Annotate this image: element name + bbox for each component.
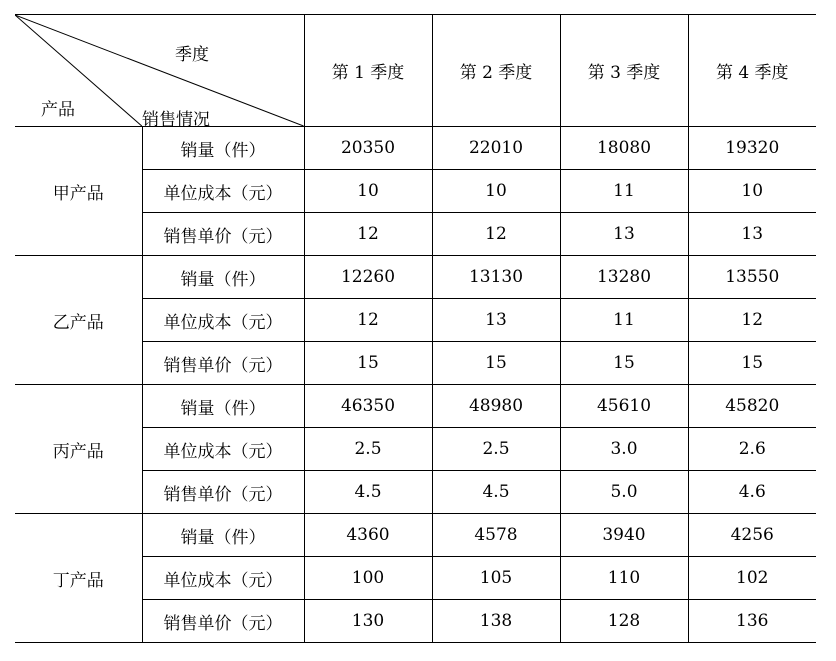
value-cell: 11 xyxy=(560,170,688,213)
metric-label: 单位成本（元） xyxy=(142,428,304,471)
metric-label: 销量（件） xyxy=(142,256,304,299)
metric-label: 单位成本（元） xyxy=(142,170,304,213)
value-cell: 20350 xyxy=(304,127,432,170)
metric-label: 销售单价（元） xyxy=(142,213,304,256)
value-cell: 15 xyxy=(432,342,560,385)
header-row xyxy=(15,15,816,127)
product-cell: 丁产品 xyxy=(15,514,142,643)
value-cell: 3.0 xyxy=(560,428,688,471)
product-cell: 甲产品 xyxy=(15,127,142,256)
value-cell: 5.0 xyxy=(560,471,688,514)
value-cell: 48980 xyxy=(432,385,560,428)
value-cell: 10 xyxy=(304,170,432,213)
quarter-header: 第 2 季度 xyxy=(432,15,560,127)
value-cell: 10 xyxy=(688,170,816,213)
value-cell: 13130 xyxy=(432,256,560,299)
value-cell: 13 xyxy=(560,213,688,256)
value-cell: 15 xyxy=(688,342,816,385)
value-cell: 138 xyxy=(432,600,560,643)
value-cell: 12 xyxy=(304,299,432,342)
value-cell: 15 xyxy=(304,342,432,385)
table-row xyxy=(15,256,816,299)
diag-label-season: 季度 xyxy=(175,45,209,65)
value-cell: 4.5 xyxy=(432,471,560,514)
value-cell: 2.5 xyxy=(432,428,560,471)
value-cell: 13 xyxy=(432,299,560,342)
sales-table-container xyxy=(15,14,816,644)
value-cell: 4360 xyxy=(304,514,432,557)
table-row xyxy=(15,514,816,557)
value-cell: 18080 xyxy=(560,127,688,170)
value-cell: 45610 xyxy=(560,385,688,428)
diag-label-product: 产品 xyxy=(41,100,75,120)
value-cell: 11 xyxy=(560,299,688,342)
value-cell: 12 xyxy=(432,213,560,256)
value-cell: 2.5 xyxy=(304,428,432,471)
quarter-header: 第 1 季度 xyxy=(304,15,432,127)
table-row xyxy=(15,385,816,428)
quarter-header: 第 3 季度 xyxy=(560,15,688,127)
value-cell: 4.6 xyxy=(688,471,816,514)
value-cell: 128 xyxy=(560,600,688,643)
value-cell: 12260 xyxy=(304,256,432,299)
value-cell: 102 xyxy=(688,557,816,600)
value-cell: 110 xyxy=(560,557,688,600)
metric-label: 销量（件） xyxy=(142,385,304,428)
value-cell: 12 xyxy=(304,213,432,256)
value-cell: 13280 xyxy=(560,256,688,299)
metric-label: 单位成本（元） xyxy=(142,557,304,600)
value-cell: 10 xyxy=(432,170,560,213)
metric-label: 销量（件） xyxy=(142,127,304,170)
diagonal-header-cell xyxy=(15,15,304,130)
value-cell: 2.6 xyxy=(688,428,816,471)
value-cell: 3940 xyxy=(560,514,688,557)
value-cell: 45820 xyxy=(688,385,816,428)
diag-label-sales: 销售情况 xyxy=(142,110,210,130)
value-cell: 4256 xyxy=(688,514,816,557)
metric-label: 销售单价（元） xyxy=(142,471,304,514)
table-row xyxy=(15,127,816,170)
value-cell: 22010 xyxy=(432,127,560,170)
metric-label: 销售单价（元） xyxy=(142,600,304,643)
metric-label: 销售单价（元） xyxy=(142,342,304,385)
value-cell: 4.5 xyxy=(304,471,432,514)
value-cell: 130 xyxy=(304,600,432,643)
value-cell: 19320 xyxy=(688,127,816,170)
sales-table xyxy=(15,14,816,643)
metric-label: 单位成本（元） xyxy=(142,299,304,342)
value-cell: 12 xyxy=(688,299,816,342)
value-cell: 100 xyxy=(304,557,432,600)
product-cell: 乙产品 xyxy=(15,256,142,385)
value-cell: 4578 xyxy=(432,514,560,557)
product-cell: 丙产品 xyxy=(15,385,142,514)
value-cell: 105 xyxy=(432,557,560,600)
metric-label: 销量（件） xyxy=(142,514,304,557)
value-cell: 13550 xyxy=(688,256,816,299)
value-cell: 136 xyxy=(688,600,816,643)
value-cell: 46350 xyxy=(304,385,432,428)
quarter-header: 第 4 季度 xyxy=(688,15,816,127)
value-cell: 13 xyxy=(688,213,816,256)
value-cell: 15 xyxy=(560,342,688,385)
